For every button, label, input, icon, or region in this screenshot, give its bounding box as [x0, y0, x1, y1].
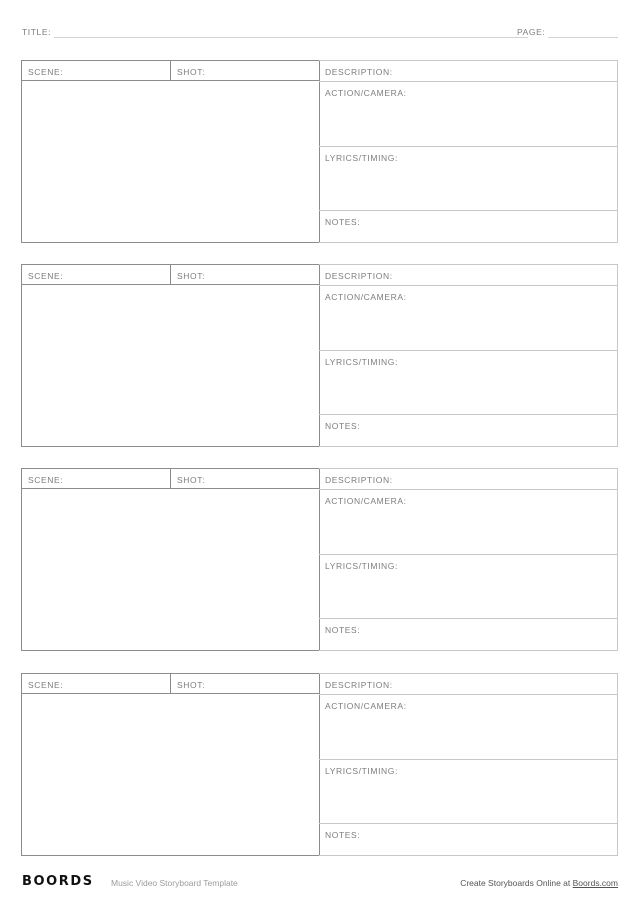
action-camera-field[interactable] — [319, 82, 617, 147]
description-field[interactable] — [319, 469, 617, 490]
notes-label: NOTES: — [325, 625, 361, 635]
action-camera-label: ACTION/CAMERA: — [325, 701, 407, 711]
scene-field[interactable] — [21, 264, 170, 285]
shot-label: SHOT: — [177, 680, 206, 690]
title-label: TITLE: — [22, 27, 52, 37]
page-field[interactable] — [548, 37, 618, 38]
page-label: PAGE: — [517, 27, 546, 37]
action-camera-field[interactable] — [319, 490, 617, 555]
action-camera-label: ACTION/CAMERA: — [325, 88, 407, 98]
lyrics-timing-field[interactable] — [319, 351, 617, 415]
description-panel — [319, 264, 618, 447]
lyrics-timing-field[interactable] — [319, 760, 617, 824]
scene-label: SCENE: — [28, 67, 64, 77]
description-label: DESCRIPTION: — [325, 67, 393, 77]
action-camera-label: ACTION/CAMERA: — [325, 496, 407, 506]
description-label: DESCRIPTION: — [325, 271, 393, 281]
notes-field[interactable] — [319, 824, 617, 857]
page-header — [22, 27, 618, 39]
scene-label: SCENE: — [28, 271, 64, 281]
action-camera-label: ACTION/CAMERA: — [325, 292, 407, 302]
notes-field[interactable] — [319, 619, 617, 652]
notes-label: NOTES: — [325, 830, 361, 840]
description-field[interactable] — [319, 61, 617, 82]
notes-label: NOTES: — [325, 217, 361, 227]
description-panel — [319, 673, 618, 856]
scene-field[interactable] — [21, 60, 170, 81]
boords-logo: BOORDS — [22, 874, 94, 889]
description-field[interactable] — [319, 265, 617, 286]
shot-label: SHOT: — [177, 67, 206, 77]
scene-field[interactable] — [21, 673, 170, 694]
notes-field[interactable] — [319, 415, 617, 448]
storyboard-frame-4 — [21, 673, 618, 857]
credit-text — [460, 878, 618, 888]
action-camera-field[interactable] — [319, 286, 617, 351]
description-panel — [319, 60, 618, 243]
shot-field[interactable] — [170, 60, 320, 81]
template-name: Music Video Storyboard Template — [111, 878, 238, 888]
shot-field[interactable] — [170, 673, 320, 694]
title-field[interactable] — [54, 37, 528, 38]
description-field[interactable] — [319, 674, 617, 695]
scene-field[interactable] — [21, 468, 170, 489]
notes-label: NOTES: — [325, 421, 361, 431]
sketch-area[interactable] — [21, 693, 320, 856]
shot-label: SHOT: — [177, 271, 206, 281]
credit-prefix: Create Storyboards Online at — [460, 878, 573, 888]
storyboard-frame-2 — [21, 264, 618, 448]
storyboard-frame-1 — [21, 60, 618, 244]
description-label: DESCRIPTION: — [325, 680, 393, 690]
storyboard-frame-3 — [21, 468, 618, 652]
shot-field[interactable] — [170, 468, 320, 489]
description-label: DESCRIPTION: — [325, 475, 393, 485]
action-camera-field[interactable] — [319, 695, 617, 760]
description-panel — [319, 468, 618, 651]
lyrics-timing-label: LYRICS/TIMING: — [325, 766, 398, 776]
notes-field[interactable] — [319, 211, 617, 244]
boords-link[interactable]: Boords.com — [572, 878, 618, 888]
lyrics-timing-field[interactable] — [319, 147, 617, 211]
sketch-area[interactable] — [21, 284, 320, 447]
shot-field[interactable] — [170, 264, 320, 285]
sketch-area[interactable] — [21, 488, 320, 651]
lyrics-timing-label: LYRICS/TIMING: — [325, 357, 398, 367]
shot-label: SHOT: — [177, 475, 206, 485]
lyrics-timing-field[interactable] — [319, 555, 617, 619]
lyrics-timing-label: LYRICS/TIMING: — [325, 153, 398, 163]
page-footer — [22, 874, 618, 890]
scene-label: SCENE: — [28, 475, 64, 485]
sketch-area[interactable] — [21, 80, 320, 243]
scene-label: SCENE: — [28, 680, 64, 690]
lyrics-timing-label: LYRICS/TIMING: — [325, 561, 398, 571]
